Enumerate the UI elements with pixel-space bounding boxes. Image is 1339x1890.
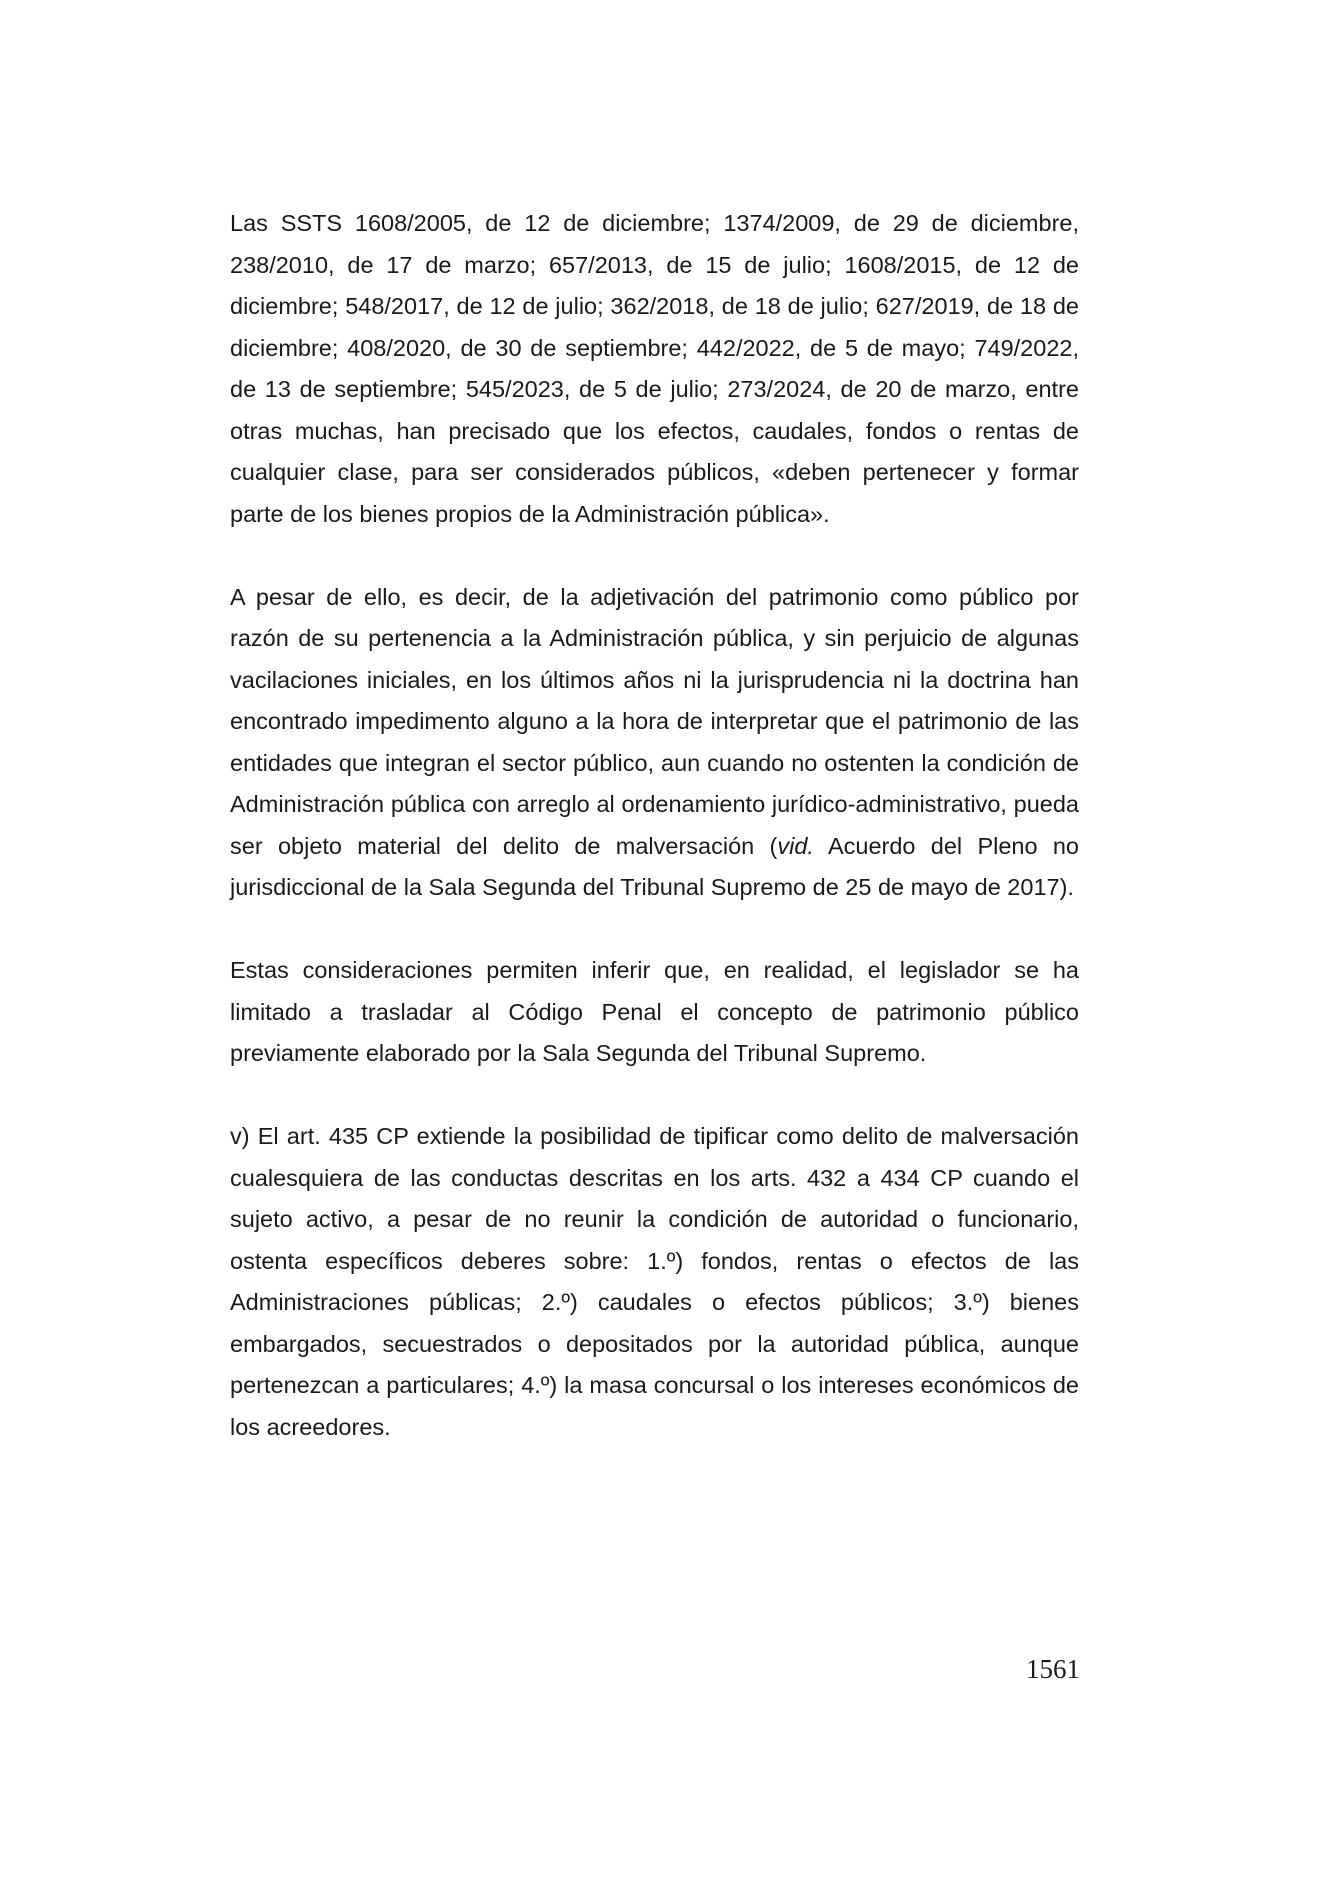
paragraph-2 bbox=[230, 577, 1079, 909]
paragraph-3: Estas consideraciones permiten inferir que, en realidad, el legislador se ha limitado a trasladar al Código Penal el concepto de patrimonio público previamente elaborado por la Sala Segunda del Tribunal Supremo. bbox=[230, 957, 1079, 1066]
paragraph-2-italic-vid: vid. bbox=[777, 832, 814, 859]
paragraph-2-text-after: Acuerdo del Pleno no jurisdiccional de la Sala Segunda del Tribunal Supremo de 25 de mayo de 2017). bbox=[230, 832, 1080, 900]
paragraph-4: v) El art. 435 CP extiende la posibilidad de tipificar como delito de malversación cualesquiera de las conductas descritas en los arts. 432 a 434 CP cuando el sujeto activo, a pesar de no reunir la condición de autoridad o funcionario, ostenta específicos deberes sobre: 1.º) fondos, rentas o efectos de las Administraciones públicas; 2.º) caudales o efectos públicos; 3.º) bienes embargados, secuestrados o depositados por la autoridad pública, aunque pertenezcan a particulares; 4.º) la masa concursal o los intereses económicos de los acreedores. bbox=[230, 1123, 1079, 1440]
page-number: 1561 bbox=[1026, 1654, 1080, 1684]
paragraph-2-text-before: A pesar de ello, es decir, de la adjetivación del patrimonio como público por razón de su pertenencia a la Administración pública, y sin perjuicio de algunas vacilaciones iniciales, en los últimos años ni la jurisprudencia ni la doctrina han encontrado impedimento alguno a la hora de interpretar que el patrimonio de las entidades que integran el sector público, aun cuando no ostenten la condición de Administración pública con arreglo al ordenamiento jurídico-administrativo, pueda ser objeto material del delito de malversación ( bbox=[230, 583, 1079, 859]
paragraph-1: Las SSTS 1608/2005, de 12 de diciembre; 1374/2009, de 29 de diciembre, 238/2010, de 17 de marzo; 657/2013, de 15 de julio; 1608/2015, de 12 de diciembre; 548/2017, de 12 de julio; 362/2018, de 18 de julio; 627/2019, de 18 de diciembre; 408/2020, de 30 de septiembre; 442/2022, de 5 de mayo; 749/2022, de 13 de septiembre; 545/2023, de 5 de julio; 273/2024, de 20 de marzo, entre otras muchas, han precisado que los efectos, caudales, fondos o rentas de cualquier clase, para ser considerados públicos, «deben pertenecer y formar parte de los bienes propios de la Administración pública». bbox=[230, 210, 1079, 527]
body-text bbox=[230, 203, 1079, 1448]
